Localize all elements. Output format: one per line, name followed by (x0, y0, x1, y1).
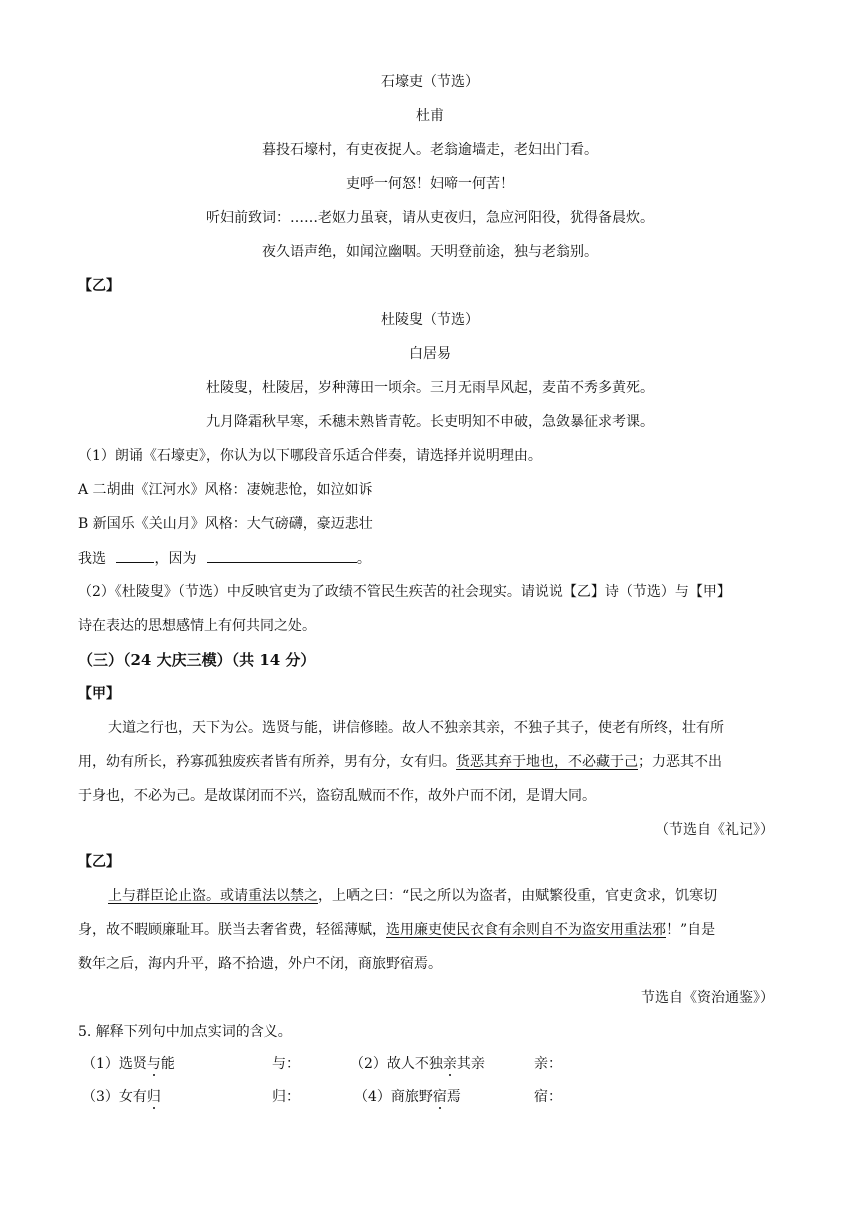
q5-item-4 (354, 1087, 461, 1107)
q2-line: （2）《杜陵叟》（节选）中反映官吏为了政绩不管民生疾苦的社会现实。请说说【乙】诗（节选）与【甲】 (78, 584, 731, 600)
text-a-segment: 用，幼有所长，矜寡孤独废疾者皆有所养，男有分，女有归。 (78, 754, 456, 770)
text-b-segment: ！”自是 (666, 922, 716, 938)
q5-item-4-label[interactable]: 宿： (534, 1089, 562, 1105)
poem-b-tag: 【乙】 (78, 278, 120, 294)
q1-option-b: B 新国乐《关山月》风格：大气磅礴，豪迈悲壮 (78, 516, 373, 532)
q5-dotted-word: 亲 (442, 1056, 457, 1072)
text-b-segment: ，上哂之曰：“民之所以为盗者，由赋繁役重，官吏贪求，饥寒切 (318, 888, 718, 904)
poem-a-line: 夜久语声绝，如闻泣幽咽。天明登前途，独与老翁别。 (262, 244, 598, 260)
q5-item-3 (82, 1087, 161, 1107)
q5-item-text: 焉 (446, 1089, 461, 1105)
q5-item-text: （2）故人不独 (350, 1056, 443, 1072)
q5-item-2 (350, 1054, 485, 1074)
text-a-line: 于身也，不必为己。是故谋闭而不兴，盗窃乱贼而不作，故外户而不闭，是谓大同。 (78, 788, 596, 804)
q5-item-3-label[interactable]: 归： (272, 1089, 300, 1105)
q2-line: 诗在表达的思想感情上有何共同之处。 (78, 618, 316, 634)
poem-b-line: 九月降霜秋早寒，禾穗未熟皆青乾。长吏明知不申破，急敛暴征求考课。 (206, 414, 654, 430)
q5-item-2-label[interactable]: 亲： (534, 1056, 562, 1072)
q5-item-text: （1）选贤 (82, 1056, 147, 1072)
text-b-line (108, 886, 717, 906)
text-b-line (78, 920, 715, 940)
q1-reason-blank[interactable] (207, 548, 357, 563)
q1-answer-line (78, 548, 371, 569)
q5-stem: 5. 解释下列句中加点实词的含义。 (78, 1024, 292, 1040)
q1-stem: （1）朗诵《石壕吏》，你认为以下哪段音乐适合伴奏，请选择并说明理由。 (78, 448, 542, 464)
text-a-line (78, 752, 722, 772)
q5-item-text: 其亲 (456, 1056, 485, 1072)
text-a-line: 大道之行也，天下为公。选贤与能，讲信修睦。故人不独亲其亲，不独子其子，使老有所终，壮有所 (108, 720, 724, 736)
q5-item-1-label[interactable]: 与： (272, 1056, 300, 1072)
q5-dotted-word: 宿 (432, 1089, 447, 1105)
section-heading: （三）（24 大庆三模）（共 14 分） (78, 651, 316, 669)
q1-answer-mid: ，因为 (154, 551, 197, 567)
q5-item-1 (82, 1054, 175, 1074)
text-b-underlined-sentence: 上与群臣论止盗。或请重法以禁之 (108, 888, 318, 904)
q1-option-a: A 二胡曲《江河水》风格：凄婉悲怆，如泣如诉 (78, 482, 373, 498)
poem-a-title: 石壕吏（节选） (381, 74, 479, 90)
q1-choice-blank[interactable] (116, 548, 154, 563)
q1-answer-pre: 我选 (78, 551, 106, 567)
q5-item-text: 能 (160, 1056, 175, 1072)
text-a-source: （节选自《礼记》） (655, 822, 774, 838)
text-b-source: 节选自《资治通鉴》） (641, 990, 774, 1006)
poem-a-author: 杜甫 (416, 108, 444, 124)
poem-a-line: 吏呼一何怒！妇啼一何苦！ (346, 176, 514, 192)
text-b-tag: 【乙】 (78, 854, 120, 870)
text-a-underlined-sentence: 货恶其弃于地也，不必藏于己 (456, 754, 638, 770)
text-a-tag: 【甲】 (78, 686, 120, 702)
q1-answer-end: 。 (356, 551, 371, 567)
poem-a-line: 暮投石壕村，有吏夜捉人。老翁逾墙走，老妇出门看。 (262, 142, 598, 158)
text-b-line: 数年之后，海内升平，路不拾遗，外户不闭，商旅野宿焉。 (78, 956, 442, 972)
text-b-segment: 身，故不暇顾廉耻耳。朕当去奢省费，轻徭薄赋， (78, 922, 386, 938)
q5-item-text: （3）女有 (82, 1089, 147, 1105)
q5-item-text: （4）商旅野 (354, 1089, 433, 1105)
poem-b-author: 白居易 (409, 346, 451, 362)
q5-dotted-word: 归 (146, 1089, 161, 1105)
poem-b-line: 杜陵叟，杜陵居，岁种薄田一顷余。三月无雨旱风起，麦苗不秀多黄死。 (206, 380, 654, 396)
poem-b-title: 杜陵叟（节选） (381, 312, 479, 328)
poem-a-line: 听妇前致词：……老妪力虽衰，请从吏夜归，急应河阳役，犹得备晨炊。 (206, 210, 654, 226)
text-b-underlined-sentence: 选用廉吏使民衣食有余则自不为盗安用重法邪 (386, 922, 666, 938)
q5-dotted-word: 与 (146, 1056, 161, 1072)
text-a-segment: ；力恶其不出 (638, 754, 722, 770)
